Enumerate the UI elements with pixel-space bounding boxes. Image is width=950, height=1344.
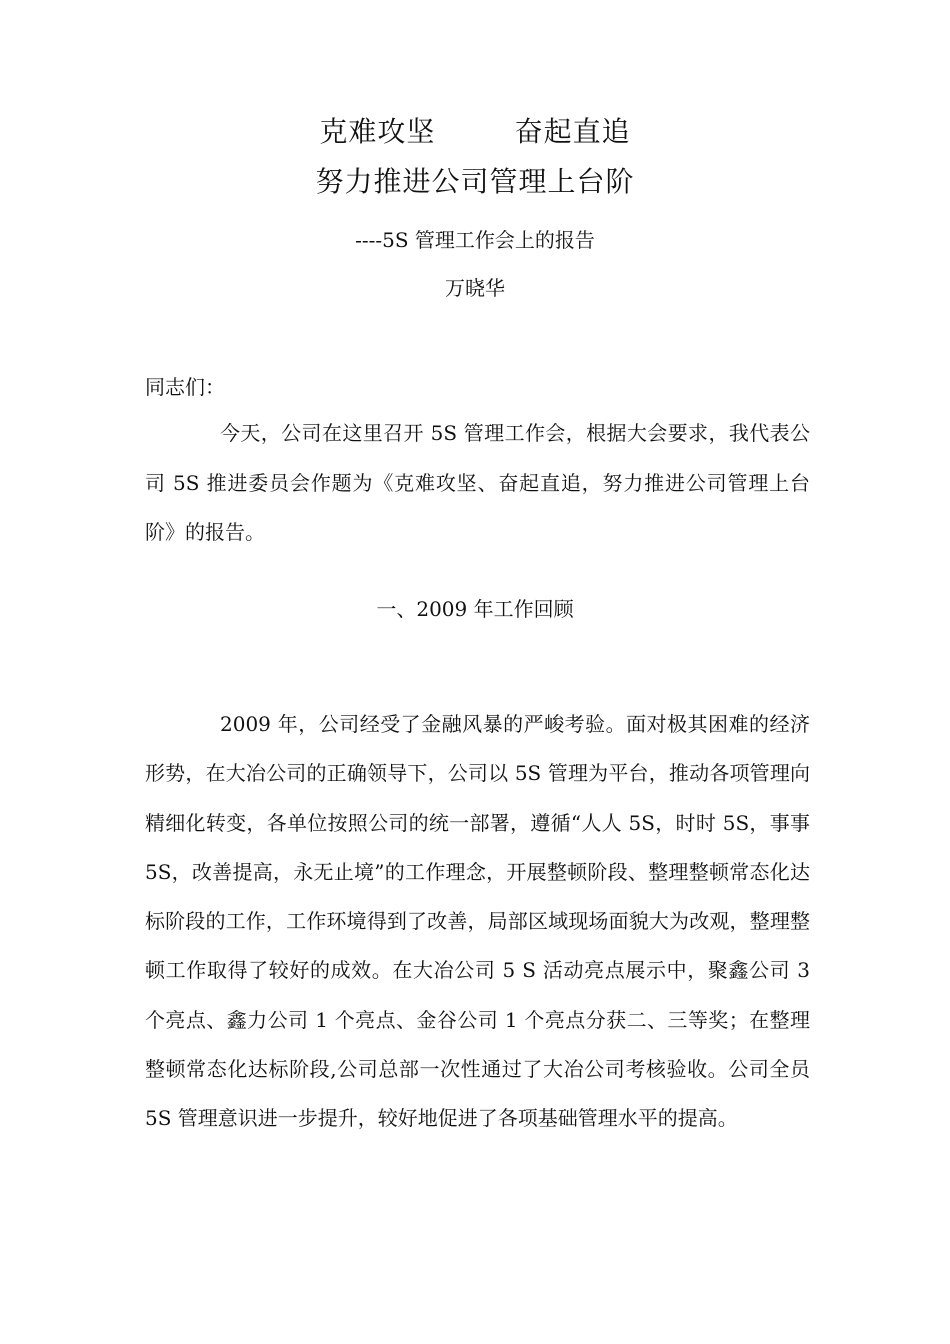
salutation: 同志们： (145, 375, 225, 399)
section-heading: 一、2009 年工作回顾 (376, 597, 574, 621)
intro-paragraph: 今天，公司在这里召开 5S 管理工作会，根据大会要求，我代表公司 5S 推进委员会作题为《克难攻坚、奋起直追，努力推进公司管理上台阶》的报告。 (145, 421, 810, 544)
document-title-line-2: 努力推进公司管理上台阶 (315, 165, 635, 198)
document-title-line-1: 克难攻坚 奋起直追 (319, 115, 631, 148)
document-author: 万晓华 (445, 276, 505, 300)
review-paragraph: 2009 年，公司经受了金融风暴的严峻考验。面对极其困难的经济形势，在大冶公司的正确领导下，公司以 5S 管理为平台，推动各项管理向精细化转变，各单位按照公司的统一部署，遵循“人人 5S，时时 5S，事事 5S，改善提高，永无止境”的工作理念，开展整顿阶段、整理整顿常态化达标阶段的工作，工作环境得到了改善，局部区域现场面貌大为改观，整理整顿工作取得了较好的成效。在大冶公司 5 S 活动亮点展示中，聚鑫公司 3 个亮点、鑫力公司 1 个亮点、金谷公司 1 个亮点分获二、三等奖；在整理整顿常态化达标阶段,公司总部一次性通过了大冶公司考核验收。公司全员 5S 管理意识进一步提升，较好地促进了各项基础管理水平的提高。 (145, 712, 810, 1131)
document-subtitle: ----5S 管理工作会上的报告 (355, 228, 595, 252)
